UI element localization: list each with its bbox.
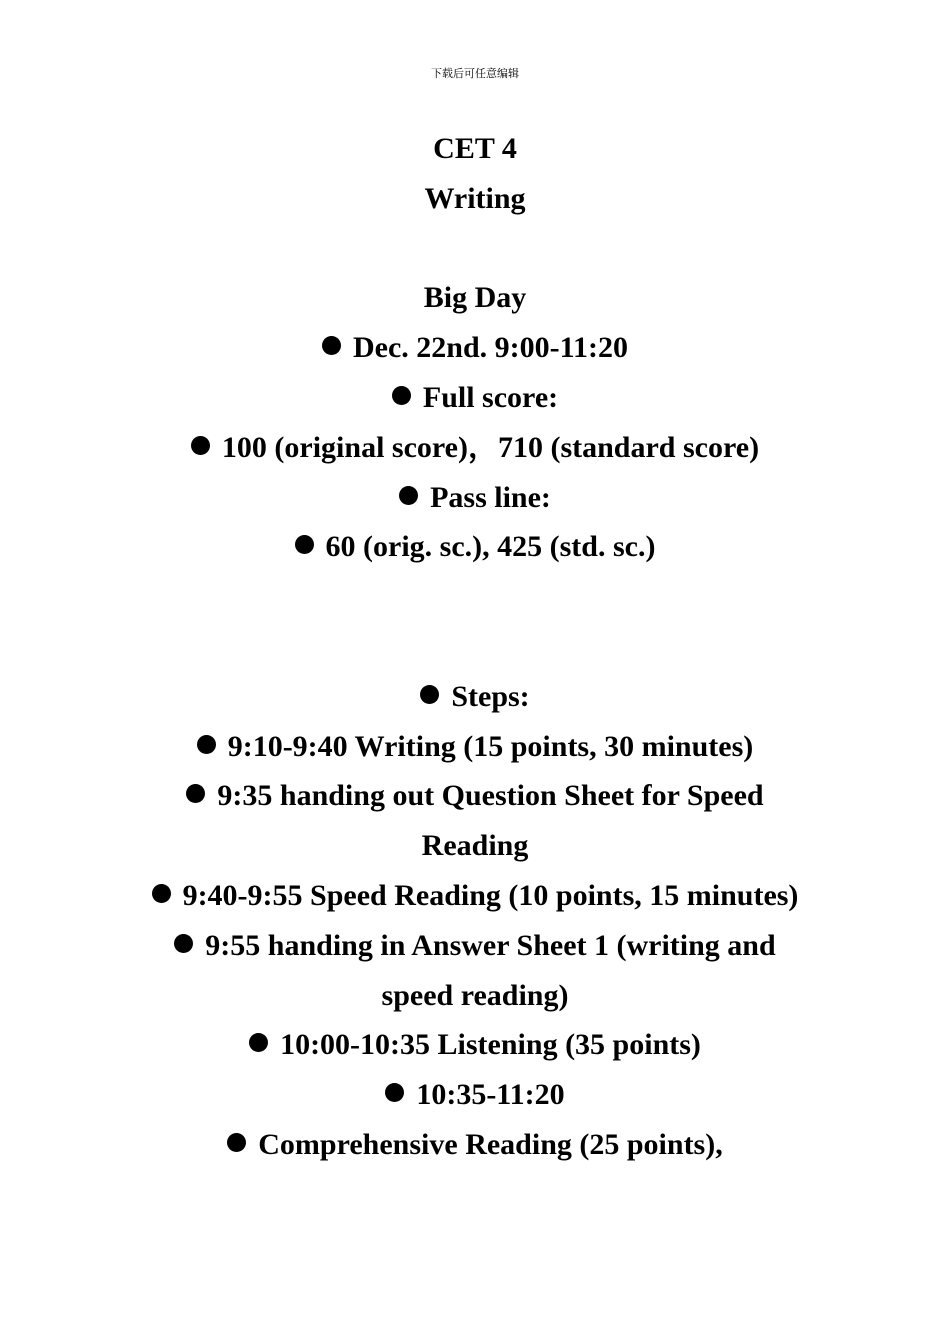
bullet-icon	[295, 535, 314, 554]
list-item	[150, 921, 800, 1021]
list-item-text: 9:10-9:40 Writing (15 points, 30 minutes)	[227, 729, 754, 763]
list-item-text: 9:55 handing in Answer Sheet 1 (writing and speed reading)	[205, 928, 776, 1012]
bullet-icon	[152, 884, 171, 903]
bullet-icon	[174, 934, 193, 953]
list-item	[150, 522, 800, 572]
list-item	[150, 423, 800, 473]
list-item-text: Full score:	[422, 380, 559, 414]
list-item	[150, 871, 800, 921]
bullet-icon	[249, 1033, 268, 1052]
list-item-text: 60 (orig. sc.), 425 (std. sc.)	[325, 530, 656, 564]
bullet-icon	[420, 685, 439, 704]
list-item-text: 100 (original score)，710 (standard score)	[221, 430, 760, 464]
list-item-text: 9:35 handing out Question Sheet for Speed Reading	[217, 779, 764, 863]
document-title: CET 4	[433, 132, 517, 165]
bullet-icon	[186, 784, 205, 803]
list-item	[150, 1070, 800, 1120]
bullet-icon	[191, 436, 210, 455]
list-item	[150, 672, 800, 722]
list-item	[150, 473, 800, 523]
bullet-icon	[197, 735, 216, 754]
list-item-text: 10:35-11:20	[416, 1078, 565, 1112]
list-item-text: 9:40-9:55 Speed Reading (10 points, 15 minutes)	[182, 878, 799, 912]
document-body	[150, 124, 800, 1170]
list-item-text: Comprehensive Reading (25 points),	[258, 1127, 723, 1161]
list-item	[150, 373, 800, 423]
blank-line	[150, 224, 800, 274]
document-subtitle: Writing	[424, 181, 526, 215]
bullet-icon	[385, 1083, 404, 1102]
page-header-note: 下载后可任意编辑	[431, 67, 519, 80]
bullet-icon	[227, 1133, 246, 1152]
list-item-text: Dec. 22nd. 9:00-11:20	[353, 331, 628, 365]
blank-line	[150, 622, 800, 672]
list-item	[150, 771, 800, 871]
list-item-text: 10:00-10:35 Listening (35 points)	[280, 1028, 701, 1062]
list-item	[150, 1020, 800, 1070]
list-item	[150, 1120, 800, 1170]
bullet-icon	[399, 486, 418, 505]
list-item	[150, 722, 800, 772]
list-item	[150, 323, 800, 373]
list-item-text: Pass line:	[430, 480, 551, 514]
section-heading: Big Day	[423, 281, 527, 315]
list-item-text: Steps:	[451, 679, 530, 713]
blank-line	[150, 572, 800, 622]
bullet-icon	[322, 336, 341, 355]
bullet-icon	[392, 386, 411, 405]
